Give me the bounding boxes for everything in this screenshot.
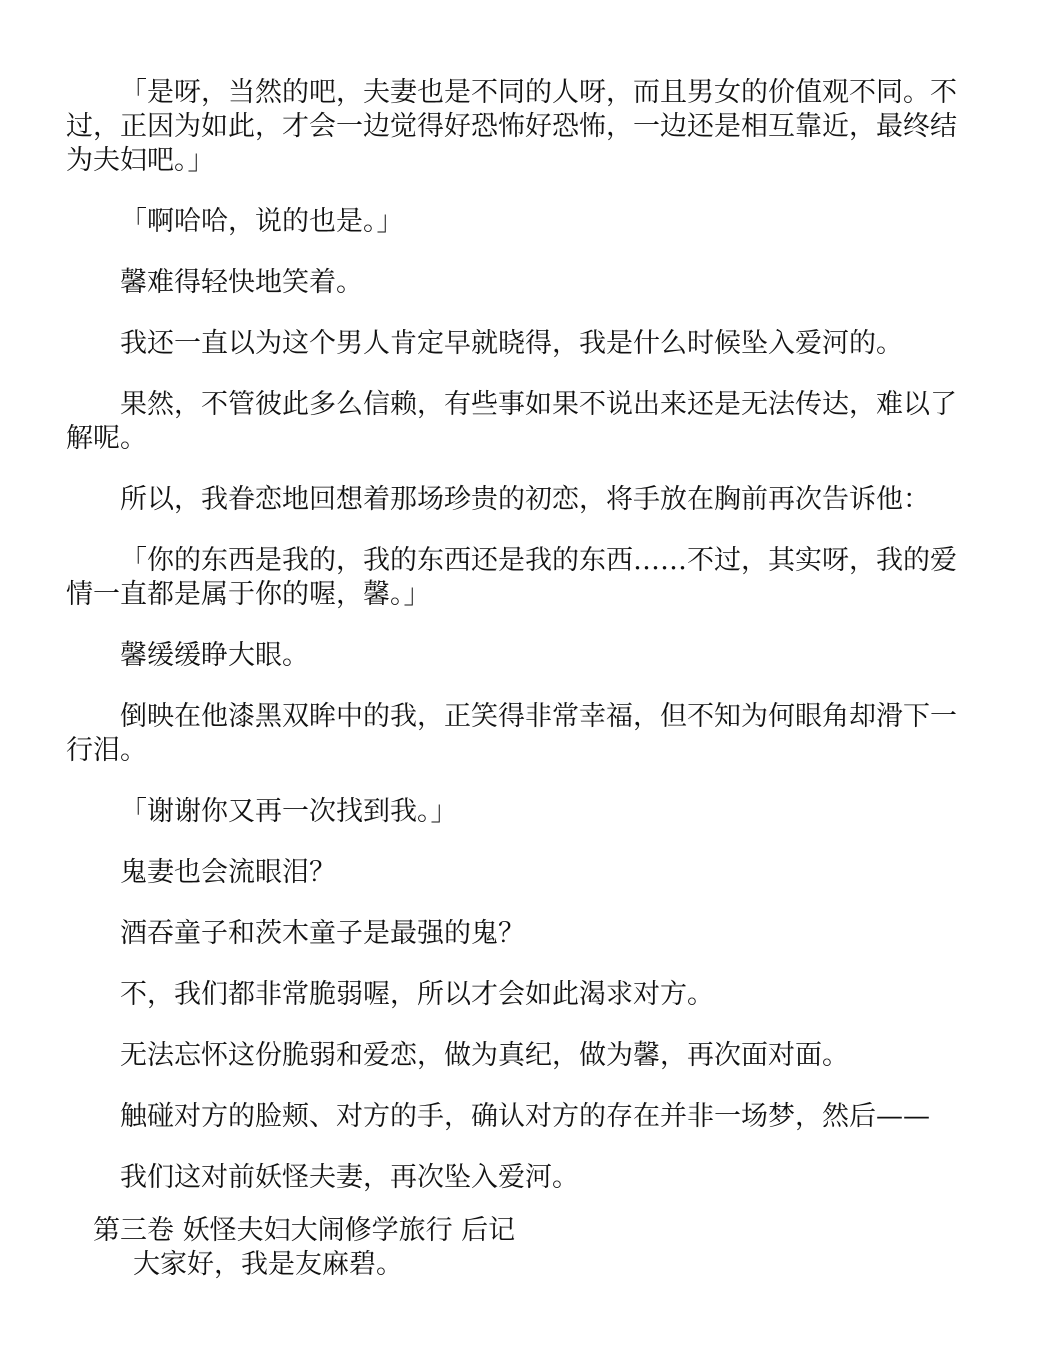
chapter-heading: 第三卷 妖怪夫妇大闹修学旅行 后记 [93,1215,516,1246]
paragraph: 鬼妻也会流眼泪？ [120,857,336,888]
paragraph: 我还一直以为这个男人肯定早就晓得，我是什么时候坠入爱河的。 [120,328,903,359]
paragraph: 我们这对前妖怪夫妻，再次坠入爱河。 [120,1162,579,1193]
paragraph: 触碰对方的脸颊、对方的手，确认对方的存在并非一场梦，然后—— [120,1101,930,1132]
paragraph: 「谢谢你又再一次找到我。」 [120,796,458,827]
chapter-first-line: 大家好，我是友麻碧。 [133,1249,403,1280]
paragraph: 馨缓缓睁大眼。 [120,640,309,671]
paragraph: 所以，我眷恋地回想着那场珍贵的初恋，将手放在胸前再次告诉他： [120,484,930,515]
paragraph: 倒映在他漆黑双眸中的我，正笑得非常幸福，但不知为何眼角却滑下一行泪。 [66,701,957,766]
paragraph: 果然，不管彼此多么信赖，有些事如果不说出来还是无法传达，难以了解呢。 [66,389,957,454]
paragraph: 酒吞童子和茨木童子是最强的鬼？ [120,918,525,949]
paragraph: 「你的东西是我的，我的东西还是我的东西……不过，其实呀，我的爱情一直都是属于你的喔，馨。」 [66,545,957,610]
paragraph: 不，我们都非常脆弱喔，所以才会如此渴求对方。 [120,979,714,1010]
text-body [66,76,976,1222]
paragraph: 无法忘怀这份脆弱和爱恋，做为真纪，做为馨，再次面对面。 [120,1040,849,1071]
paragraph: 「啊哈哈，说的也是。」 [120,206,404,237]
paragraph: 馨难得轻快地笑着。 [120,267,363,298]
paragraph: 「是呀，当然的吧，夫妻也是不同的人呀，而且男女的价值观不同。不过，正因为如此，才会一边觉得好恐怖好恐怖，一边还是相互靠近，最终结为夫妇吧。」 [66,77,957,176]
